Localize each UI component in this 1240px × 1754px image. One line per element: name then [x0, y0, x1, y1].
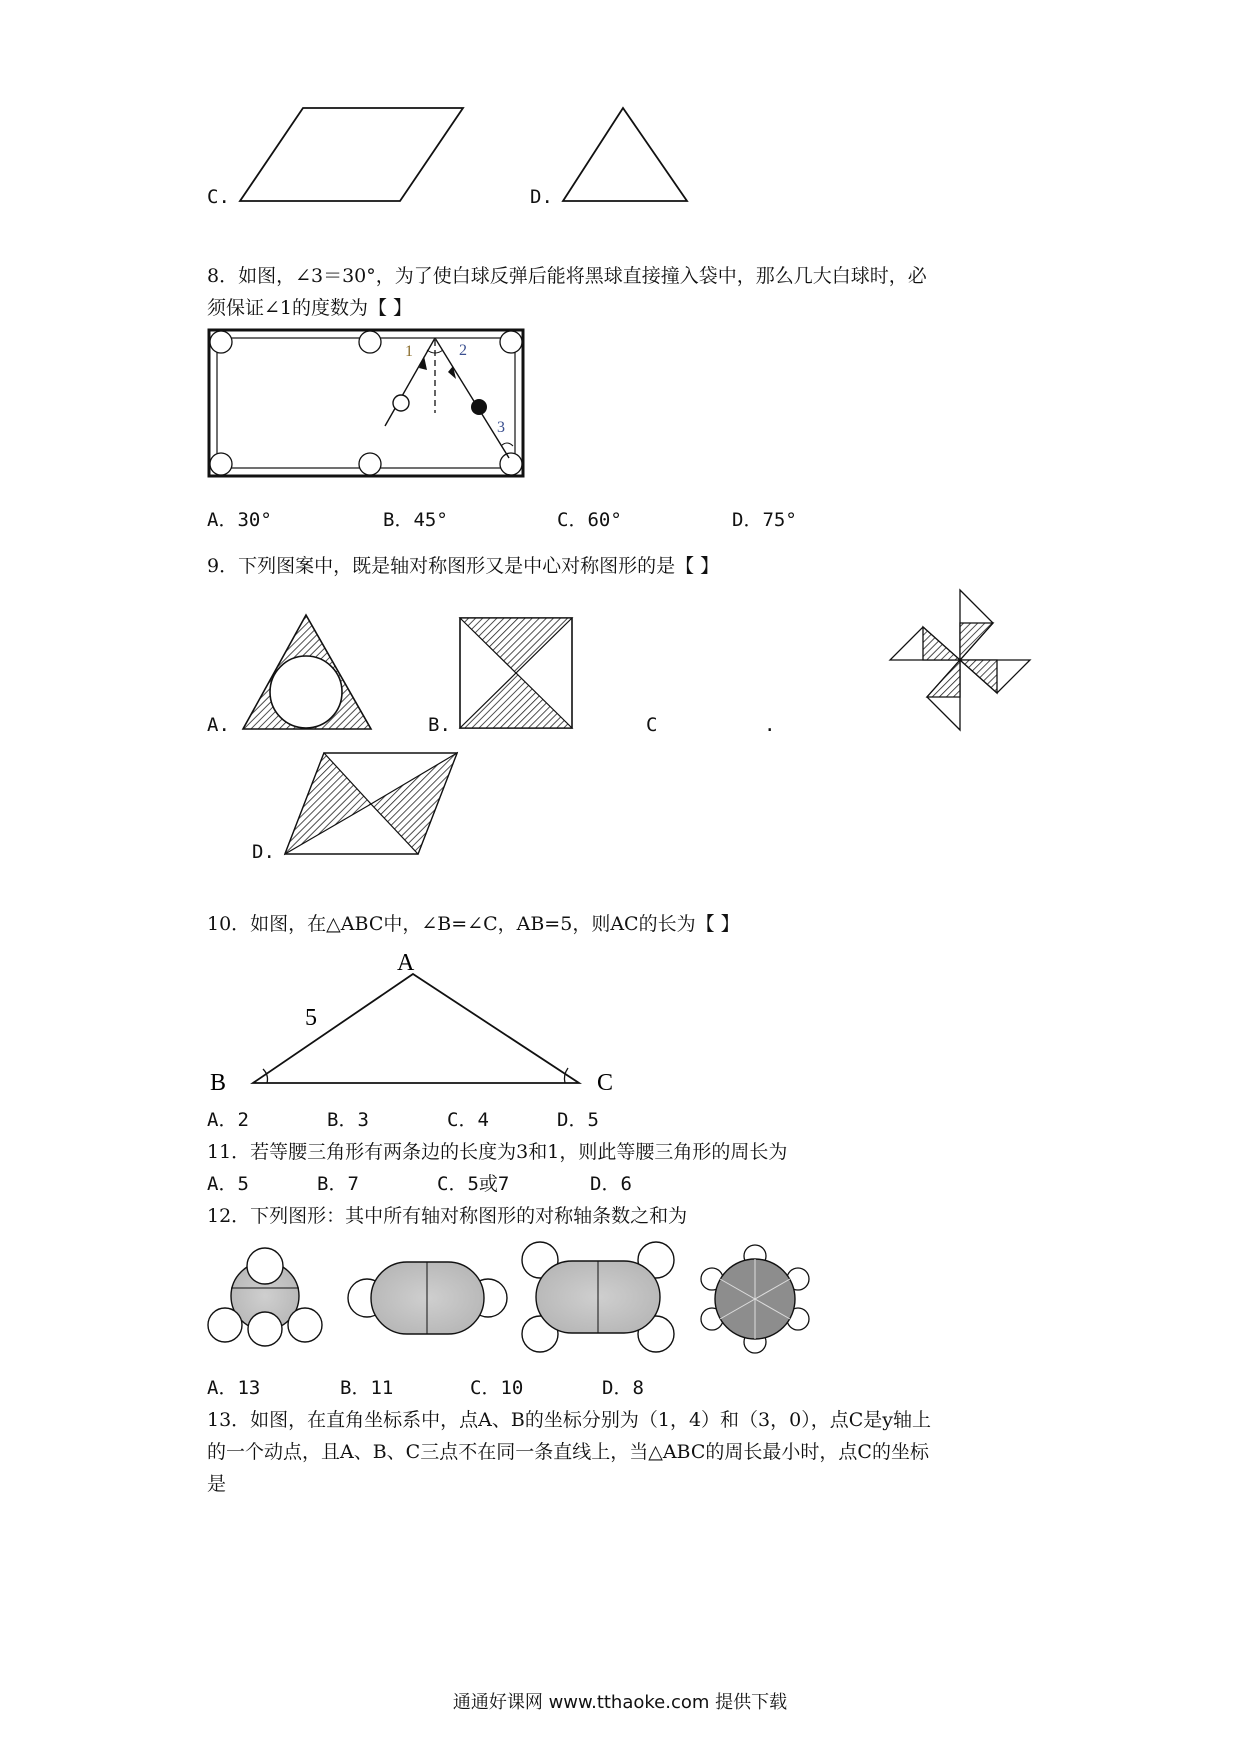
q8-option-c: C．60°: [557, 509, 622, 531]
vertex-c-label: C: [597, 1070, 614, 1096]
billiard-table-figure: [207, 328, 527, 478]
vertex-b-label: B: [210, 1070, 227, 1096]
q9-option-c-dot: .: [764, 714, 776, 736]
q12-option-b: B．11: [340, 1377, 394, 1399]
parallelogram-hatched-figure: [282, 750, 462, 860]
q13-stem-line2: 的一个动点，且A、B、C三点不在同一条直线上，当△ABC的周长最小时，点C的坐标: [207, 1441, 929, 1463]
q9-option-a-label: A.: [207, 714, 230, 736]
q9-option-c-label: C: [646, 714, 658, 736]
q10-option-c: C．4: [447, 1109, 489, 1131]
q10-option-b: B．3: [327, 1109, 369, 1131]
q11-option-d: D．6: [590, 1173, 632, 1195]
side-ab-label: 5: [305, 1005, 317, 1031]
q11-stem: 11．若等腰三角形有两条边的长度为3和1，则此等腰三角形的周长为: [207, 1141, 788, 1163]
q8-option-d: D．75°: [732, 509, 797, 531]
q11-option-b: B．7: [317, 1173, 359, 1195]
q8-stem-line1: 8．如图，∠3＝30°，为了使白球反弹后能将黑球直接撞入袋中，那么几大白球时，必: [207, 265, 927, 287]
q9-option-b-label: B.: [428, 714, 451, 736]
triangle-circle-figure: [240, 612, 375, 732]
q7-option-c-label: C.: [207, 186, 230, 208]
vertex-a-label: A: [397, 950, 415, 976]
q12-stem: 12．下列图形：其中所有轴对称图形的对称轴条数之和为: [207, 1205, 688, 1227]
q12-option-a: A．13: [207, 1377, 261, 1399]
q7-option-d-label: D.: [530, 186, 553, 208]
page-footer: 通通好课网 www.tthaoke.com 提供下载: [452, 1692, 788, 1713]
q10-stem: 10．如图，在△ABC中，∠B=∠C，AB=5，则AC的长为【 】: [207, 913, 740, 935]
q11-option-c: C．5或7: [437, 1173, 510, 1195]
angle-1-label: 1: [405, 343, 413, 360]
molecule-figure-4: [700, 1244, 810, 1354]
q13-stem-line3: 是: [207, 1473, 227, 1495]
angle-2-label: 2: [459, 342, 467, 359]
q12-option-d: D．8: [602, 1377, 644, 1399]
q9-stem: 9．下列图案中，既是轴对称图形又是中心对称图形的是【 】: [207, 555, 720, 577]
q10-option-a: A．2: [207, 1109, 249, 1131]
triangle-abc-figure: [207, 944, 627, 1094]
molecule-figure-3: [518, 1240, 678, 1355]
q9-option-d-label: D.: [252, 841, 275, 863]
q10-option-d: D．5: [557, 1109, 599, 1131]
q8-option-b: B．45°: [383, 509, 448, 531]
q12-option-c: C．10: [470, 1377, 524, 1399]
pinwheel-figure: [888, 585, 1036, 735]
molecule-figure-1: [207, 1246, 327, 1346]
q8-option-a: A．30°: [207, 509, 272, 531]
angle-3-label: 3: [497, 419, 505, 436]
molecule-figure-2: [345, 1258, 510, 1338]
q11-option-a: A．5: [207, 1173, 249, 1195]
triangle-figure: [560, 105, 695, 205]
parallelogram-figure: [237, 105, 467, 205]
q8-stem-line2: 须保证∠1的度数为【 】: [207, 297, 413, 319]
square-hourglass-figure: [457, 615, 577, 731]
q13-stem-line1: 13．如图，在直角坐标系中，点A、B的坐标分别为（1，4）和（3，0），点C是y轴上: [207, 1409, 931, 1431]
